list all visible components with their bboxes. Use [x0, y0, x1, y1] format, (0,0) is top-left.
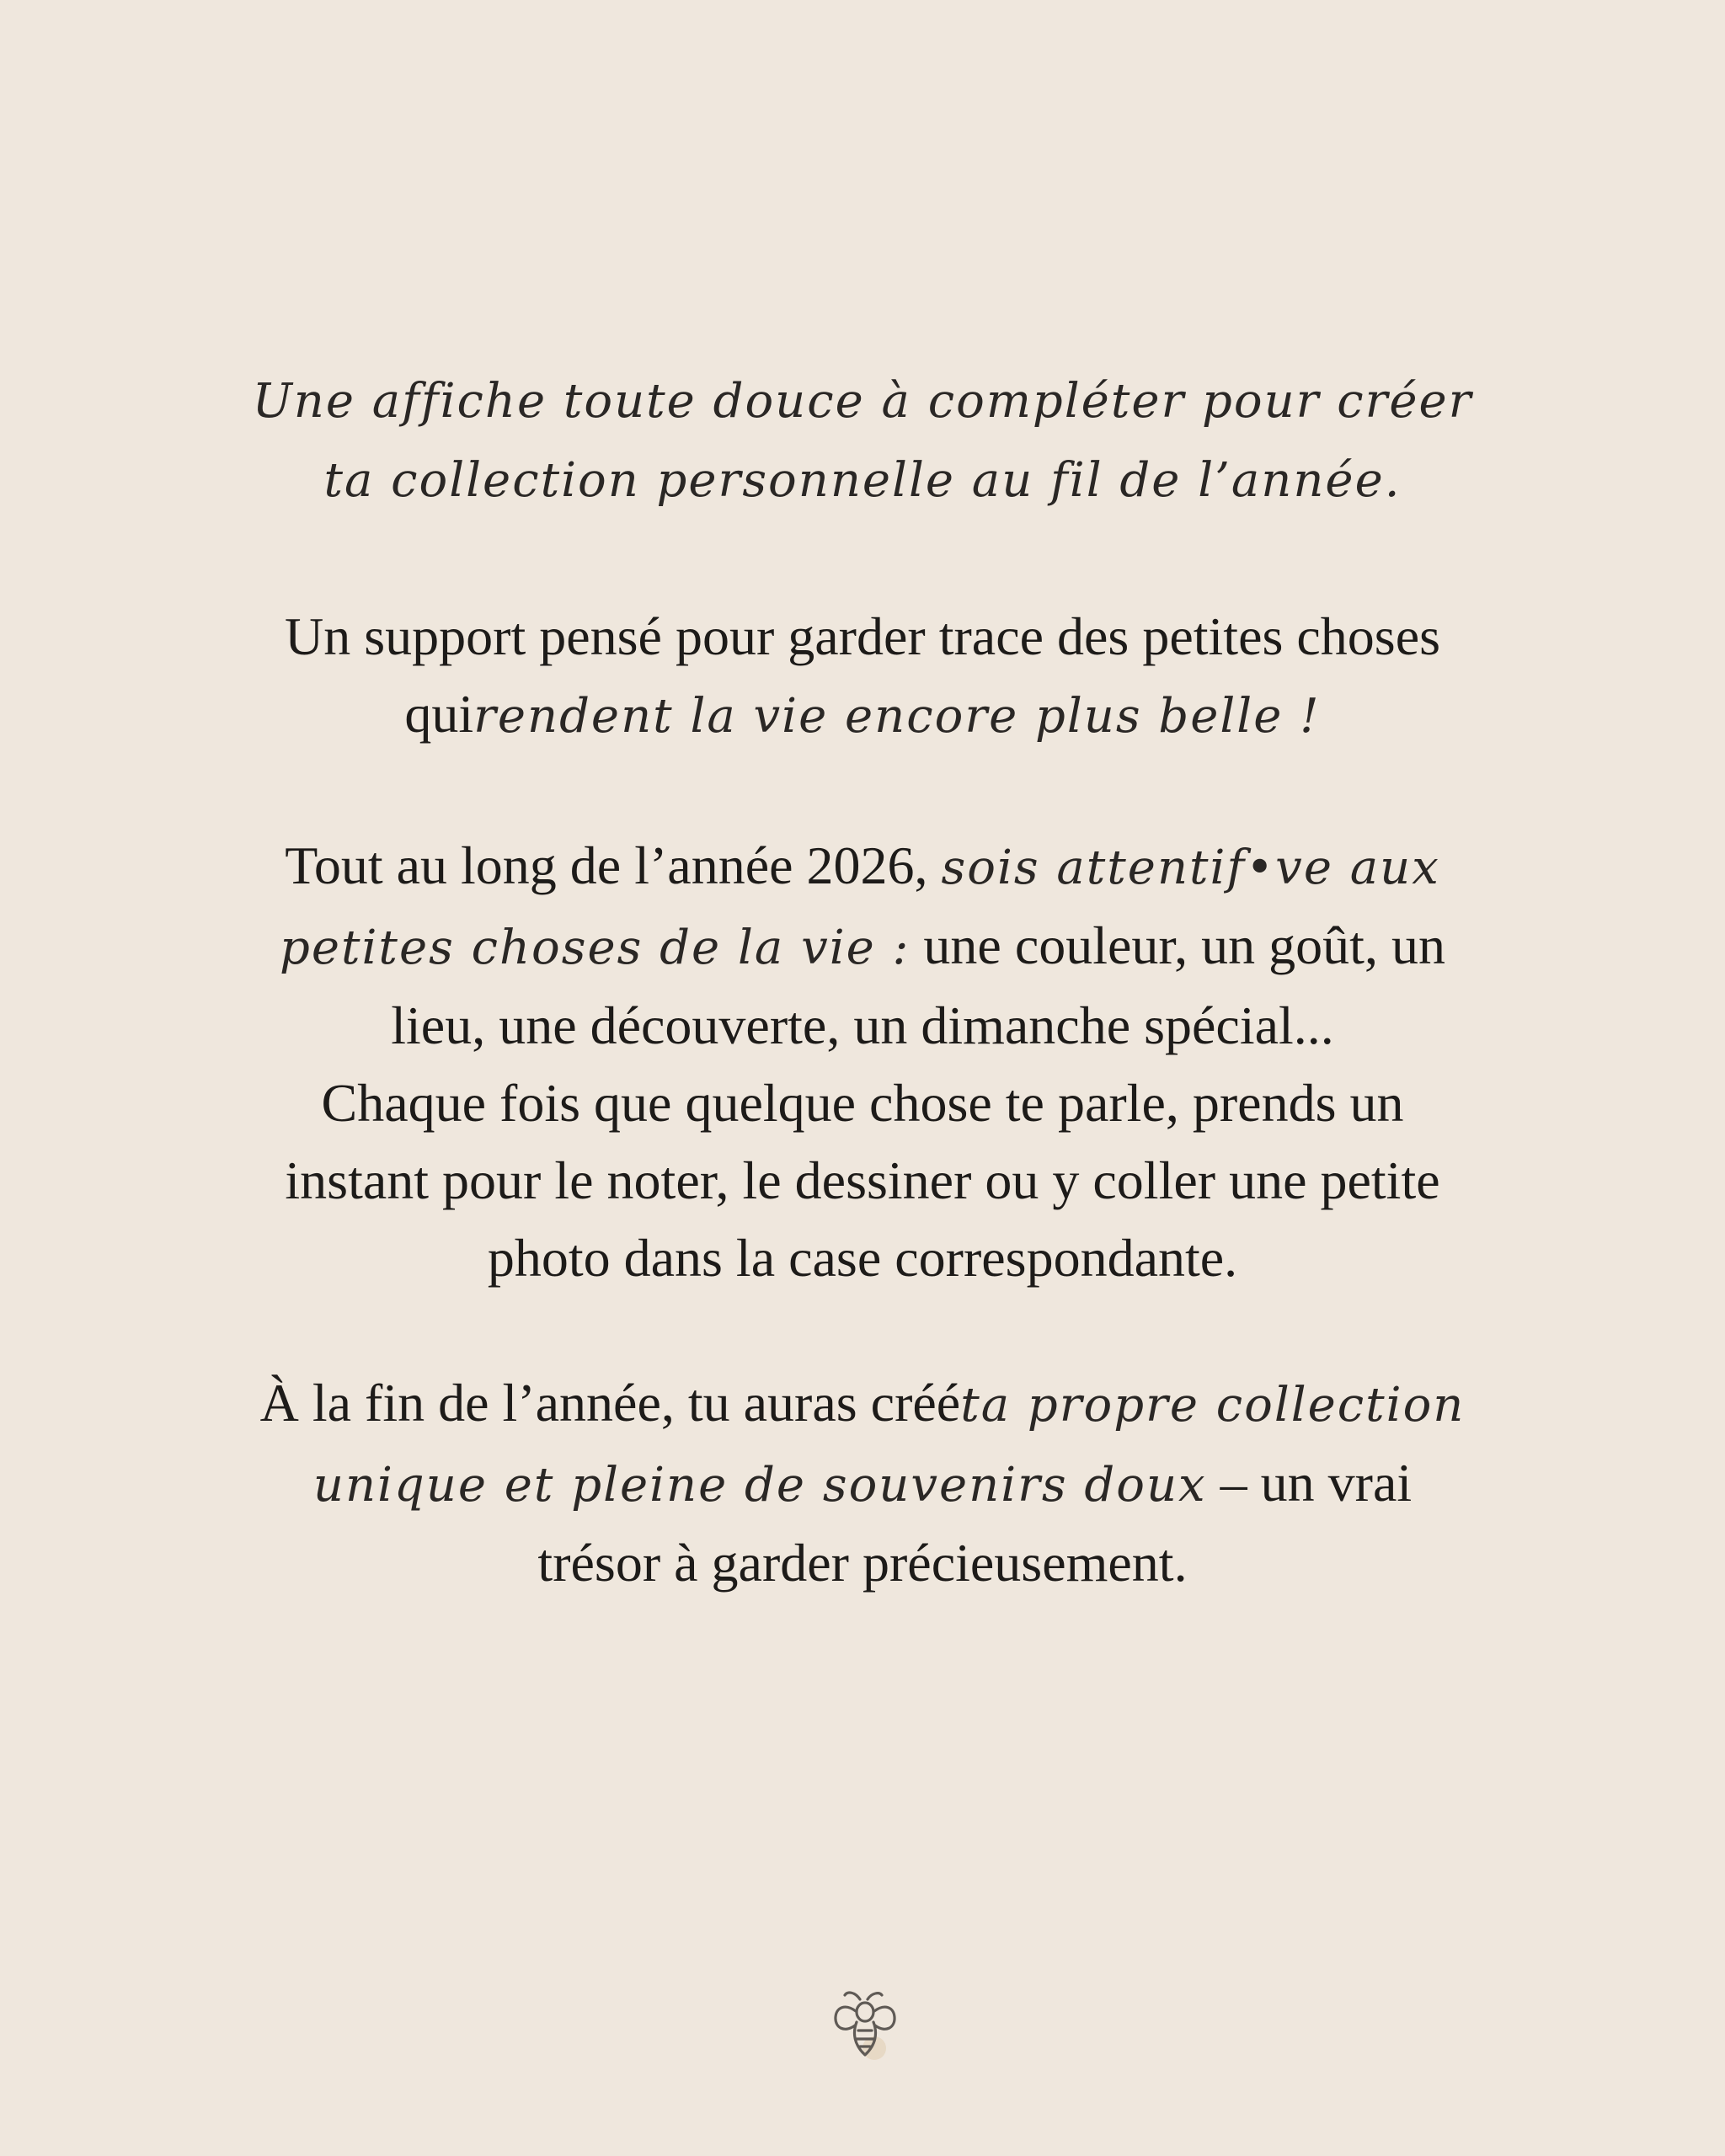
para2-line-2 [0, 907, 1725, 987]
intro-line-1: Une affiche toute douce à compléter pour créer [252, 374, 1473, 429]
para1-line-1: Un support pensé pour garder trace des petites choses [285, 606, 1440, 666]
para2-line-2-serif: une couleur, un goût, un [923, 915, 1445, 975]
para3-line-2-script: unique et pleine de souvenirs doux [312, 1458, 1207, 1513]
para3-line-2 [0, 1444, 1725, 1524]
para2-line-2-script: petites choses de la vie : [280, 921, 911, 975]
para2-line-6: photo dans la case correspondante. [487, 1228, 1238, 1288]
para2-line-5: instant pour le noter, le dessiner ou y coller une petite [285, 1150, 1440, 1210]
para2-line-4: Chaque fois que quelque chose te parle, prends un [321, 1073, 1404, 1133]
para2-line-1-serif: Tout au long de l’année 2026, [285, 835, 928, 895]
para3-line-1 [0, 1364, 1725, 1444]
para2-line-1-script: sois attentif•ve aux [941, 841, 1440, 895]
intro-text [0, 362, 1725, 520]
para3-line-1-script: ta propre collection [960, 1378, 1466, 1433]
para2-line-3: lieu, une découverte, un dimanche spécial... [391, 995, 1334, 1055]
para1-line-2-script: rendent la vie encore plus belle ! [473, 689, 1321, 744]
para3-line-2-serif: – un vrai [1220, 1453, 1413, 1513]
para1-line-2 [0, 675, 1725, 755]
paragraph-instructions [0, 827, 1725, 1297]
intro-line-2: ta collection personnelle au fil de l’année. [323, 453, 1402, 508]
paragraph-conclusion [0, 1364, 1725, 1602]
bee-icon [830, 1986, 900, 2063]
para3-line-1-serif: À la fin de l’année, tu auras créé [259, 1373, 961, 1433]
para2-line-1 [0, 827, 1725, 907]
para1-line-2-serif: qui [404, 684, 474, 744]
para3-line-3: trésor à garder précieusement. [537, 1533, 1188, 1593]
paragraph-support [0, 598, 1725, 755]
